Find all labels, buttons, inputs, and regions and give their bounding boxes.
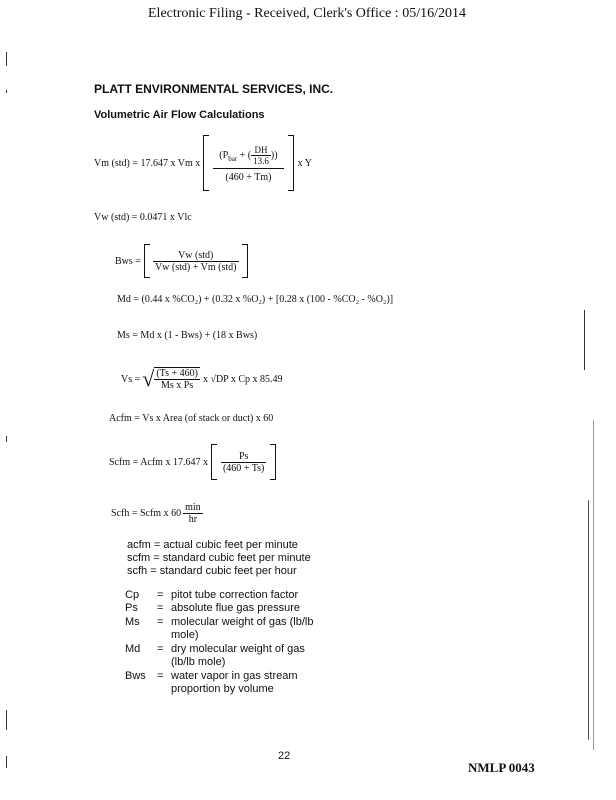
eq-vm-fraction: ($P_{bar}$ + ( $\frac{DH}{13.6}$ )) (460 + Tm)	[213, 143, 283, 183]
bates-number: NMLP 0043	[468, 760, 535, 775]
eq-vm-lhs: Vm (std) = 17.647 x Vm x	[94, 157, 201, 169]
equation-ms: Ms = Md x (1 - Bws) + (18 x Bws)	[117, 330, 258, 341]
equation-scfh: Scfh = Scfm x 60 $\frac{\min}{hr}$	[111, 501, 201, 525]
scan-mark	[588, 500, 589, 740]
equation-md: Md = (0.44 x %CO₂) + (0.32 x %O₂) + [0.28 x (100 - %CO₂ - %O₂)]	[117, 294, 394, 305]
radical-icon: √	[142, 366, 155, 391]
unit-scfh: scfh = standard cubic feet per hour	[127, 565, 297, 577]
definition-cp: Cp = pitot tube correction factor	[125, 589, 299, 601]
unit-acfm: acfm = actual cubic feet per minute	[127, 539, 298, 551]
page-number: 22	[278, 750, 291, 762]
equation-vm-std: Vm (std) = 17.647 x Vm x ($P_{bar}$ + ( $\frac{DH}{13.6}$ )) (460 + Tm) x Y	[94, 134, 312, 192]
equation-scfm: Scfm = Acfm x 17.647 x $\frac{Ps}{(460 + Ts)}$	[109, 444, 276, 480]
filing-header: Electronic Filing - Received, Clerk's Office : 05/16/2014	[148, 6, 466, 21]
equation-acfm: Acfm = Vs x Area (of stack or duct) x 60	[109, 413, 274, 424]
section-title: Volumetric Air Flow Calculations	[94, 109, 265, 121]
definition-ms: Ms = molecular weight of gas (lb/lb mole)	[125, 616, 314, 641]
scan-mark	[584, 310, 585, 370]
company-name: PLATT ENVIRONMENTAL SERVICES, INC.	[94, 82, 334, 96]
definition-ps: Ps = absolute flue gas pressure	[125, 602, 301, 614]
equation-vw-std: Vw (std) = 0.0471 x Vlc	[94, 212, 192, 223]
scan-mark	[6, 756, 7, 768]
unit-scfm: scfm = standard cubic feet per minute	[127, 552, 311, 564]
equation-bws: Bws = $\frac{\text{Vw (std)}}{\text{Vw (std) + Vm (std)}}$	[115, 244, 248, 278]
definition-bws: Bws = water vapor in gas stream proportion by volume	[125, 670, 298, 695]
left-bracket	[203, 135, 209, 191]
scan-mark	[593, 420, 594, 750]
right-bracket	[288, 135, 294, 191]
scan-mark	[6, 90, 7, 93]
units-list	[127, 539, 311, 578]
scan-mark	[6, 52, 7, 66]
scan-mark	[6, 710, 7, 730]
scan-mark	[6, 436, 7, 442]
definition-md: Md = dry molecular weight of gas (lb/lb mole)	[125, 643, 305, 668]
equation-vs: Vs = √ $\frac{(Ts + 460)}{\text{Ms x Ps}}$ x √DP x Cp x 85.49	[121, 366, 283, 391]
